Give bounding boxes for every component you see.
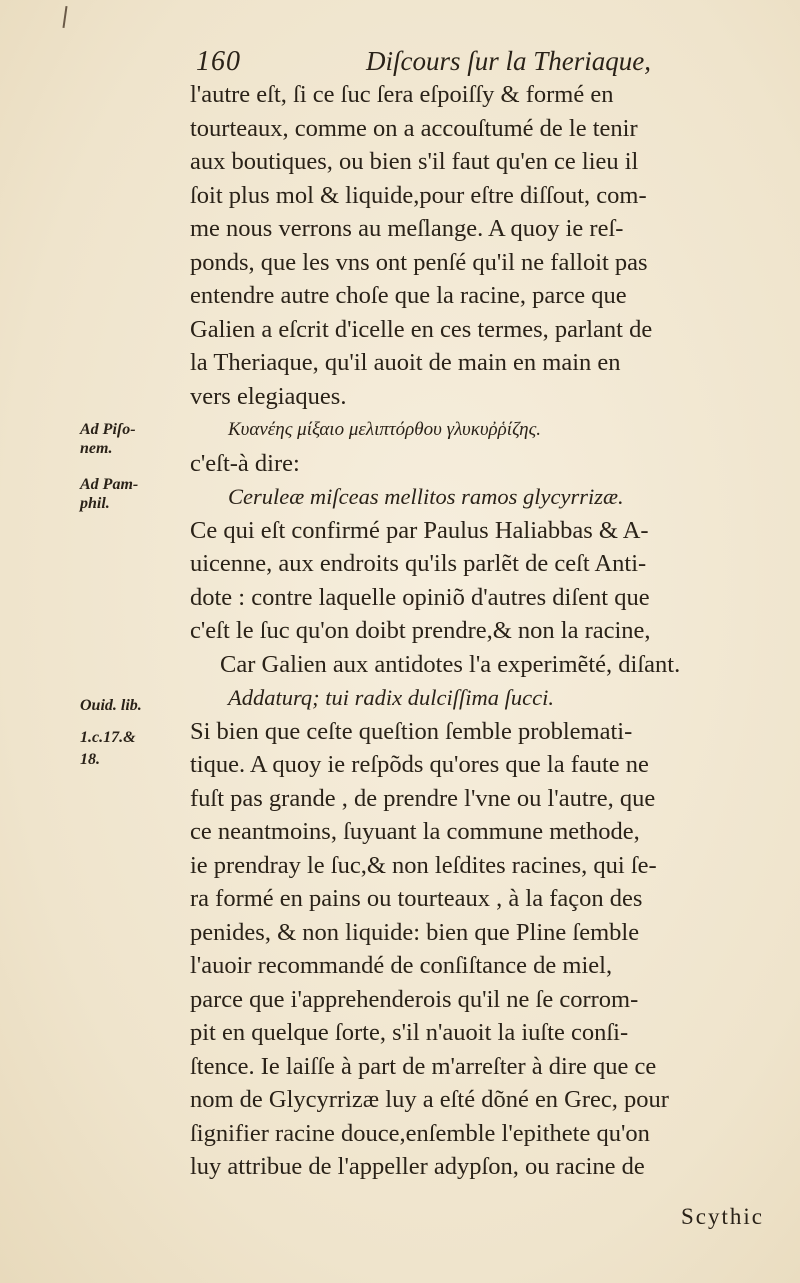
margin-note: Ad Piſo- xyxy=(80,421,136,438)
text-line: Ce qui eſt confirmé par Paulus Haliabbas & A- xyxy=(190,516,649,544)
text-line: tourteaux, comme on a accouſtumé de le tenir xyxy=(190,114,638,142)
latin-verse: Addaturq; tui radix dulciſſima ſucci. xyxy=(228,685,554,710)
catchword: Scythic xyxy=(681,1204,764,1229)
text-line: tique. A quoy ie reſpõds qu'ores que la faute ne xyxy=(190,751,649,778)
margin-note: Ouid. lib. xyxy=(80,697,142,714)
margin-note: phil. xyxy=(80,495,110,512)
margin-note: nem. xyxy=(80,440,113,457)
margin-note: Ad Pam- xyxy=(80,476,139,493)
text-line: penides, & non liquide: bien que Pline ſemble xyxy=(190,918,640,946)
text-line: luy attribue de l'appeller adypſon, ou racine de xyxy=(190,1153,645,1180)
body-text xyxy=(190,78,780,1184)
text-line: me nous verrons au meſlange. A quoy ie reſ- xyxy=(190,215,624,242)
text-line: parce que i'apprehenderois qu'il ne ſe corrom- xyxy=(190,985,639,1013)
text-line: ie prendray le ſuc,& non leſdites racines, qui ſe- xyxy=(190,851,657,879)
text-line: Si bien que ceſte queſtion ſemble problemati- xyxy=(190,717,633,745)
page-number: 160 xyxy=(196,46,241,77)
text-line: c'eſt le ſuc qu'on doibt prendre,& non la racine, xyxy=(190,617,651,644)
greek-verse: Κυανέης μίξαιο μελιπτόρθου γλυκυῤῥίζης. xyxy=(228,419,542,440)
text-line: ponds, que les vns ont penſé qu'il ne falloit pas xyxy=(190,248,648,276)
text-line: ſtence. Ie laiſſe à part de m'arreſter à dire que ce xyxy=(190,1052,657,1080)
text-line: ra formé en pains ou tourteaux , à la façon des xyxy=(190,885,643,912)
text-line: pit en quelque ſorte, s'il n'auoit la iuſte conſi- xyxy=(190,1019,629,1046)
margin-note: 18. xyxy=(80,751,100,768)
text-line: ce neantmoins, ſuyuant la commune methode, xyxy=(190,818,640,845)
text-line: la Theriaque, qu'il auoit de main en main en xyxy=(190,349,621,376)
text-line: ſoit plus mol & liquide,pour eſtre diſſout, com- xyxy=(190,181,647,209)
page-edge-mark xyxy=(62,6,67,28)
text-line: dote : contre laquelle opiniõ d'autres diſent que xyxy=(190,583,650,611)
text-line: c'eſt-à dire: xyxy=(190,449,300,477)
text-line: entendre autre choſe que la racine, parce que xyxy=(190,282,627,309)
text-line: nom de Glycyrrizæ luy a eſté dõné en Grec, pour xyxy=(190,1086,669,1113)
text-line: aux boutiques, ou bien s'il faut qu'en ce lieu il xyxy=(190,148,639,175)
text-line: Car Galien aux antidotes l'a experimẽté, diſant. xyxy=(220,650,681,678)
text-line: uicenne, aux endroits qu'ils parlẽt de ceſt Anti- xyxy=(190,550,647,577)
text-line: fuſt pas grande , de prendre l'vne ou l'autre, que xyxy=(190,784,656,812)
margin-note: 1.c.17.& xyxy=(80,729,136,746)
text-line: vers elegiaques. xyxy=(190,382,347,410)
text-line: l'auoir recommandé de conſiſtance de miel, xyxy=(190,952,613,979)
text-line: l'autre eſt, ſi ce ſuc ſera eſpoiſſy & formé en xyxy=(190,81,614,108)
text-line: ſignifier racine douce,enſemble l'epithete qu'on xyxy=(190,1119,650,1147)
running-head: Diſcours ſur la Theriaque, xyxy=(366,46,652,76)
latin-verse: Ceruleæ miſceas mellitos ramos glycyrrizæ. xyxy=(228,484,624,509)
text-line: Galien a eſcrit d'icelle en ces termes, parlant de xyxy=(190,315,653,343)
